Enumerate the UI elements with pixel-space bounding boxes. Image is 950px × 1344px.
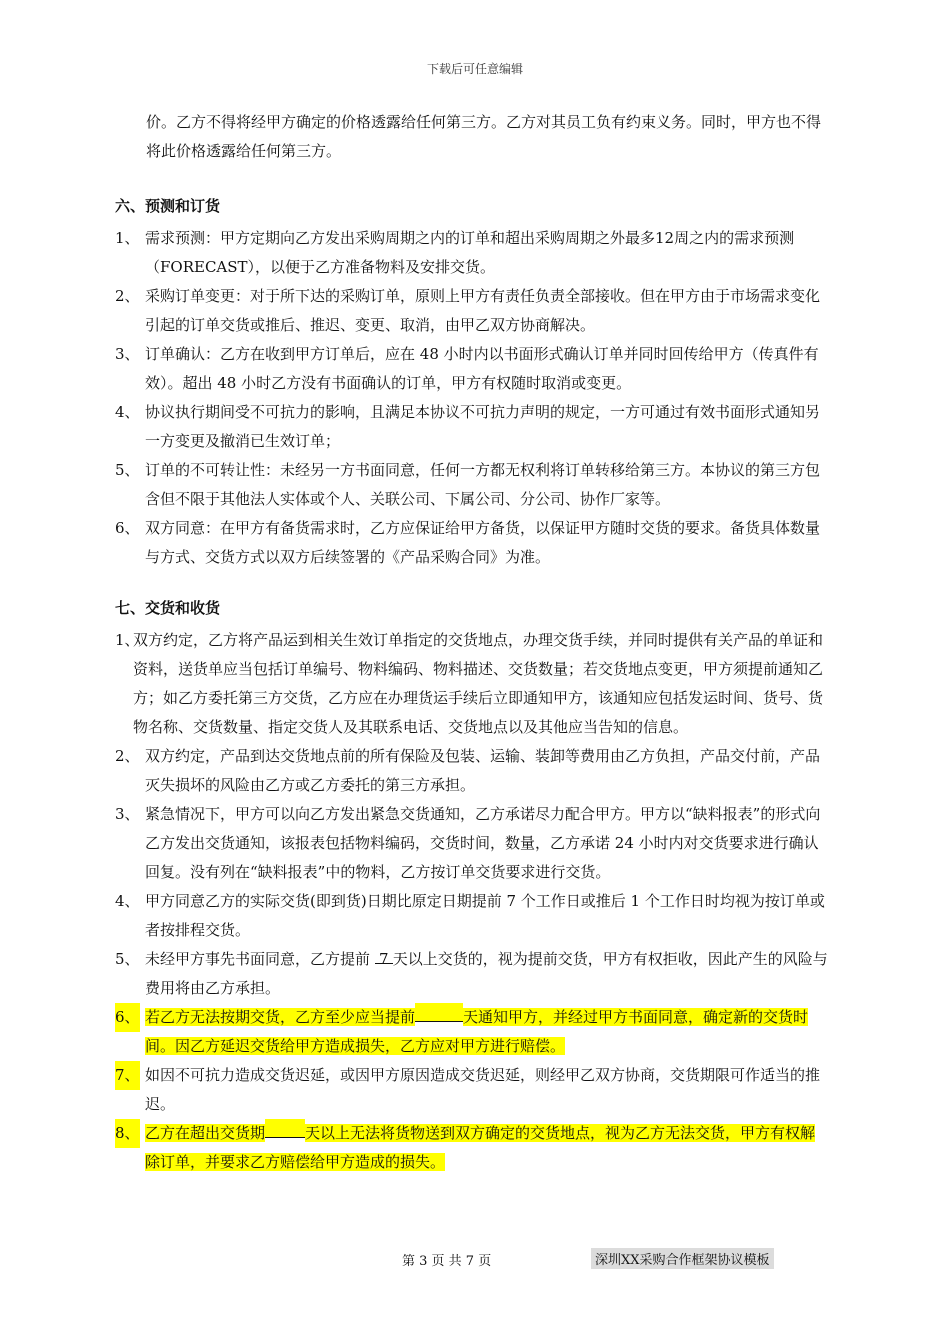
highlighted-list-item: 8、 乙方在超出交货期 天以上无法将货物送到双方确定的交货地点，视为乙方无法交货，甲方有权解除订单，并要求乙方赔偿给甲方造成的损失。 <box>115 1119 830 1177</box>
document-title-footer: 深圳XX采购合作框架协议模板 <box>591 1248 774 1269</box>
list-item: 3、 订单确认：乙方在收到甲方订单后，应在 48 小时内以书面形式确认订单并同时回传给甲方（传真件有效）。超出 48 小时乙方没有书面确认的订单，甲方有权随时取消或变更。 <box>115 345 819 392</box>
list-item: 1、 双方约定，乙方将产品运到相关生效订单指定的交货地点，办理交货手续，并同时提供有关产品的单证和资料，送货单应当包括订单编号、物料编码、物料描述、交货数量；若交货地点变更，甲方须提前通知乙方；如乙方委托第三方交货，乙方应在办理货运手续后立即通知甲方，该通知应包括发运时间、货号、货物名称、交货数量、指定交货人及其联系电话、交货地点以及其他应当告知的信息。 <box>115 631 824 736</box>
fill-blank <box>265 1119 305 1138</box>
section-6-list <box>115 224 830 572</box>
list-item: 2、 采购订单变更：对于所下达的采购订单，原则上甲方有责任负责全部接收。但在甲方由于市场需求变化引起的订单交货或推后、推迟、变更、取消，由甲乙双方协商解决。 <box>115 287 821 334</box>
list-item: 6、 双方同意：在甲方有备货需求时，乙方应保证给甲方备货，以保证甲方随时交货的要求。备货具体数量与方式、交货方式以双方后续签署的《产品采购合同》为准。 <box>115 519 821 566</box>
list-item: 5、 未经甲方事先书面同意，乙方提前 7 天以上交货的，视为提前交货，甲方有权拒收，因此产生的风险与费用将由乙方承担。 <box>115 945 830 1003</box>
list-item: 1、 需求预测：甲方定期向乙方发出采购周期之内的订单和超出采购周期之外最多12周之内的需求预测（FORECAST），以便于乙方准备物料及安排交货。 <box>115 229 795 276</box>
list-item: 4、 协议执行期间受不可抗力的影响，且满足本协议不可抗力声明的规定，一方可通过有效书面形式通知另一方变更及撤消已生效订单； <box>115 403 821 450</box>
section-heading-7: 七、交货和收货 <box>115 599 221 617</box>
fill-blank: 7 <box>375 945 393 964</box>
intro-paragraph: 价。乙方不得将经甲方确定的价格透露给任何第三方。乙方对其员工负有约束义务。同时，甲方也不得将此价格透露给任何第三方。 <box>146 113 822 160</box>
page-number: 第 3 页 共 7 页 <box>402 1254 492 1269</box>
highlighted-list-item: 6、 若乙方无法按期交货，乙方至少应当提前 天通知甲方，并经过甲方书面同意，确定新的交货时间。因乙方延迟交货给甲方造成损失，乙方应对甲方进行赔偿。 <box>115 1003 830 1061</box>
list-item: 5、 订单的不可转让性：未经另一方书面同意，任何一方都无权利将订单转移给第三方。本协议的第三方包含但不限于其他法人实体或个人、关联公司、下属公司、分公司、协作厂家等。 <box>115 461 821 508</box>
list-item: 4、 甲方同意乙方的实际交货(即到货)日期比原定日期提前 7 个工作日或推后 1 个工作日时均视为按订单或者按排程交货。 <box>115 892 825 939</box>
page-header: 下载后可任意编辑 <box>426 62 523 76</box>
section-7-list <box>115 626 830 1177</box>
section-heading-6: 六、预测和订货 <box>115 197 221 215</box>
fill-blank <box>415 1003 463 1022</box>
list-item: 2、 双方约定，产品到达交货地点前的所有保险及包装、运输、装卸等费用由乙方负担，产品交付前，产品灭失损坏的风险由乙方或乙方委托的第三方承担。 <box>115 747 821 794</box>
list-item: 3、 紧急情况下，甲方可以向乙方发出紧急交货通知，乙方承诺尽力配合甲方。甲方以“缺料报表”的形式向乙方发出交货通知，该报表包括物料编码，交货时间，数量，乙方承诺 24 小时内对交货要求进行确认回复。没有列在“缺料报表”中的物料，乙方按订单交货要求进行交货。 <box>115 805 821 881</box>
list-item: 7、 如因不可抗力造成交货迟延，或因甲方原因造成交货迟延，则经甲乙双方协商，交货期限可作适当的推迟。 <box>115 1061 830 1119</box>
